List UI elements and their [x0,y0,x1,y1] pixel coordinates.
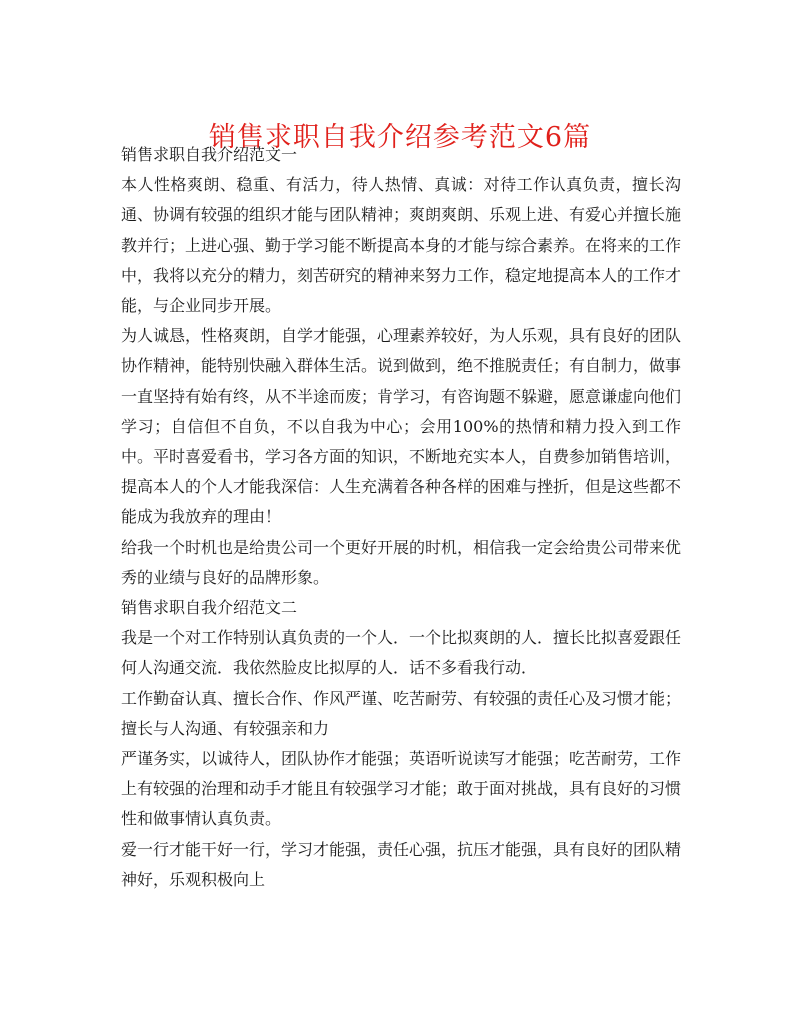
section-heading-1: 销售求职自我介绍范文一 [121,145,298,164]
document-title: 销售求职自我介绍参考范文6篇 [208,122,592,154]
paragraph: 工作勤奋认真、擅长合作、作风严谨、吃苦耐劳、有较强的责任心及习惯才能；擅长与人沟通、有较强亲和力 [121,688,682,738]
document-body [121,140,681,895]
paragraph: 给我一个时机也是给贵公司一个更好开展的时机，相信我一定会给贵公司带来优秀的业绩与良好的品牌形象。 [121,537,682,587]
paragraph: 为人诚恳，性格爽朗，自学才能强，心理素养较好，为人乐观，具有良好的团队协作精神，能特别快融入群体生活。说到做到，绝不推脱责任；有自制力，做事一直坚持有始有终，从不半途而废；肯学习，有咨询题不躲避，愿意谦虚向他们学习；自信但不自负，不以自我为中心；会用100%的热情和精力投入到工作中。平时喜爱看书，学习各方面的知识，不断地充实本人，自费参加销售培训，提高本人的个人才能我深信：人生充满着各种各样的困难与挫折，但是这些都不能成为我放弃的理由！ [121,326,682,527]
paragraph: 爱一行才能干好一行，学习才能强，责任心强，抗压才能强，具有良好的团队精神好，乐观积极向上 [121,839,682,889]
paragraph: 本人性格爽朗、稳重、有活力，待人热情、真诚：对待工作认真负责，擅长沟通、协调有较强的组织才能与团队精神；爽朗爽朗、乐观上进、有爱心并擅长施教并行；上进心强、勤于学习能不断提高本身的才能与综合素养。在将来的工作中，我将以充分的精力，刻苦研究的精神来努力工作，稳定地提高本人的工作才能，与企业同步开展。 [121,175,682,316]
paragraph: 严谨务实，以诚待人，团队协作才能强；英语听说读写才能强；吃苦耐劳，工作上有较强的治理和动手才能且有较强学习才能；敢于面对挑战，具有良好的习惯性和做事情认真负责。 [121,749,682,829]
section-heading-2: 销售求职自我介绍范文二 [121,598,298,618]
paragraph: 我是一个对工作特别认真负责的一个人．一个比拟爽朗的人．擅长比拟喜爱跟任何人沟通交流．我依然脸皮比拟厚的人．话不多看我行动． [121,628,682,678]
